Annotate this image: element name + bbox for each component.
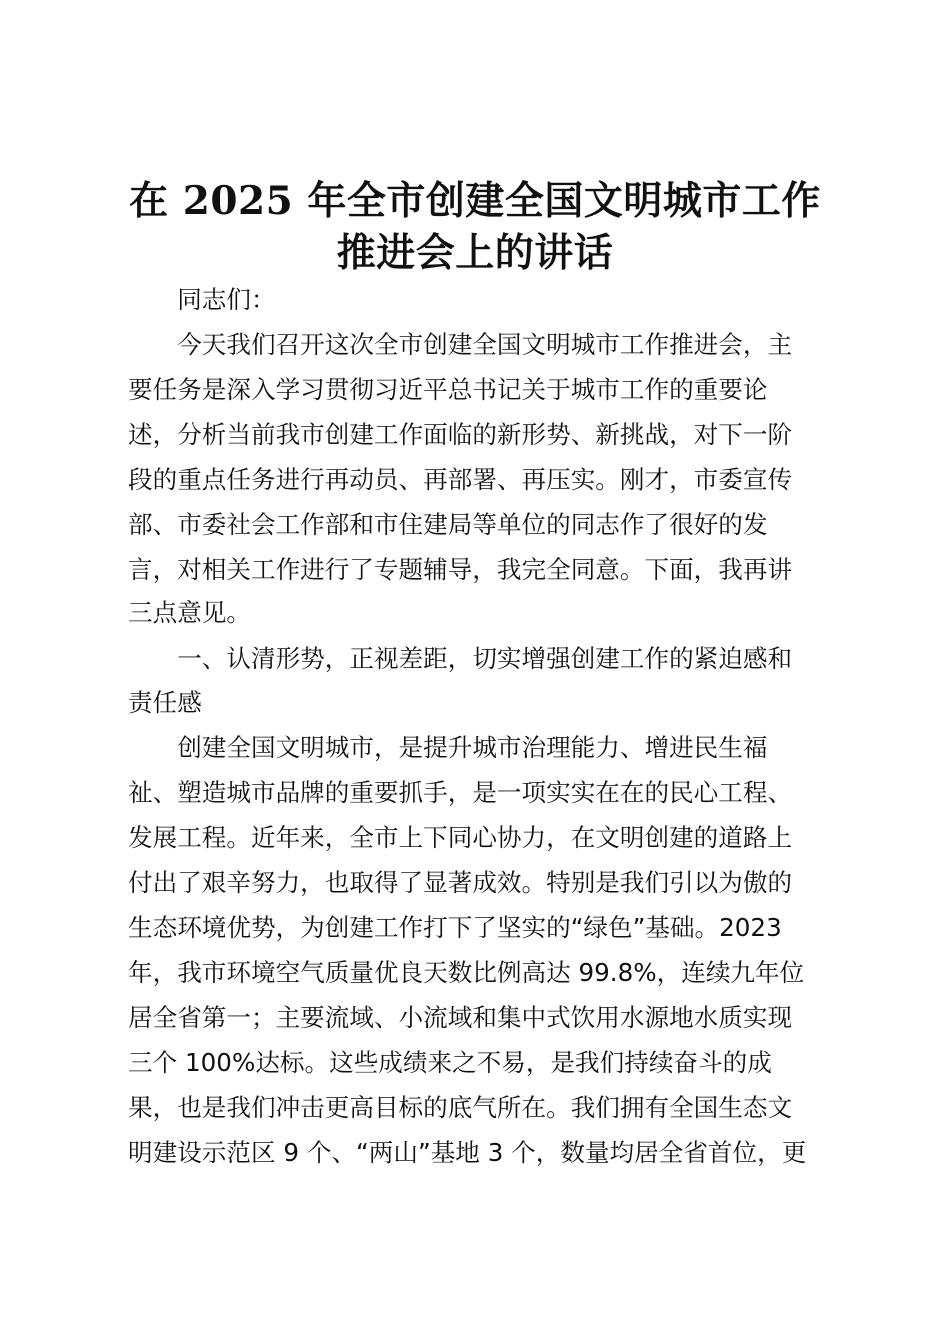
body-line: 居全省第一；主要流域、小流域和集中式饮用水源地水质实现 — [128, 1003, 793, 1032]
body-line: 言，对相关工作进行了专题辅导，我完全同意。下面，我再讲 — [128, 555, 793, 584]
document-title-line-1: 在 2025 年全市创建全国文明城市工作 — [129, 178, 821, 224]
body-line: 年，我市环境空气质量优良天数比例高达 99.8%，连续九年位 — [128, 958, 805, 987]
body-line: 段的重点任务进行再动员、再部署、再压实。刚才，市委宣传 — [128, 465, 793, 494]
body-line: 要任务是深入学习贯彻习近平总书记关于城市工作的重要论 — [128, 375, 768, 404]
body-line: 今天我们召开这次全市创建全国文明城市工作推进会，主 — [128, 330, 793, 359]
body-line: 述，分析当前我市创建工作面临的新形势、新挑战，对下一阶 — [128, 420, 793, 449]
body-line: 果，也是我们冲击更高目标的底气所在。我们拥有全国生态文 — [128, 1093, 793, 1122]
body-line: 生态环境优势，为创建工作打下了坚实的“绿色”基础。2023 — [128, 913, 782, 942]
salutation: 同志们： — [128, 285, 276, 314]
body-line: 发展工程。近年来，全市上下同心协力，在文明创建的道路上 — [128, 823, 793, 852]
body-line: 三点意见。 — [128, 598, 251, 627]
section-heading-line: 一、认清形势，正视差距，切实增强创建工作的紧迫感和 — [128, 644, 793, 673]
section-heading-line: 责任感 — [128, 688, 202, 717]
body-line: 祉、塑造城市品牌的重要抓手，是一项实实在在的民心工程、 — [128, 778, 793, 807]
body-line: 明建设示范区 9 个、“两山”基地 3 个，数量均居全省首位，更 — [128, 1138, 807, 1167]
body-line: 付出了艰辛努力，也取得了显著成效。特别是我们引以为傲的 — [128, 868, 793, 897]
body-line: 创建全国文明城市，是提升城市治理能力、增进民生福 — [128, 733, 768, 762]
body-line: 三个 100%达标。这些成绩来之不易，是我们持续奋斗的成 — [128, 1048, 772, 1077]
document-title-line-2: 推进会上的讲话 — [336, 230, 614, 276]
body-line: 部、市委社会工作部和市住建局等单位的同志作了很好的发 — [128, 510, 768, 539]
